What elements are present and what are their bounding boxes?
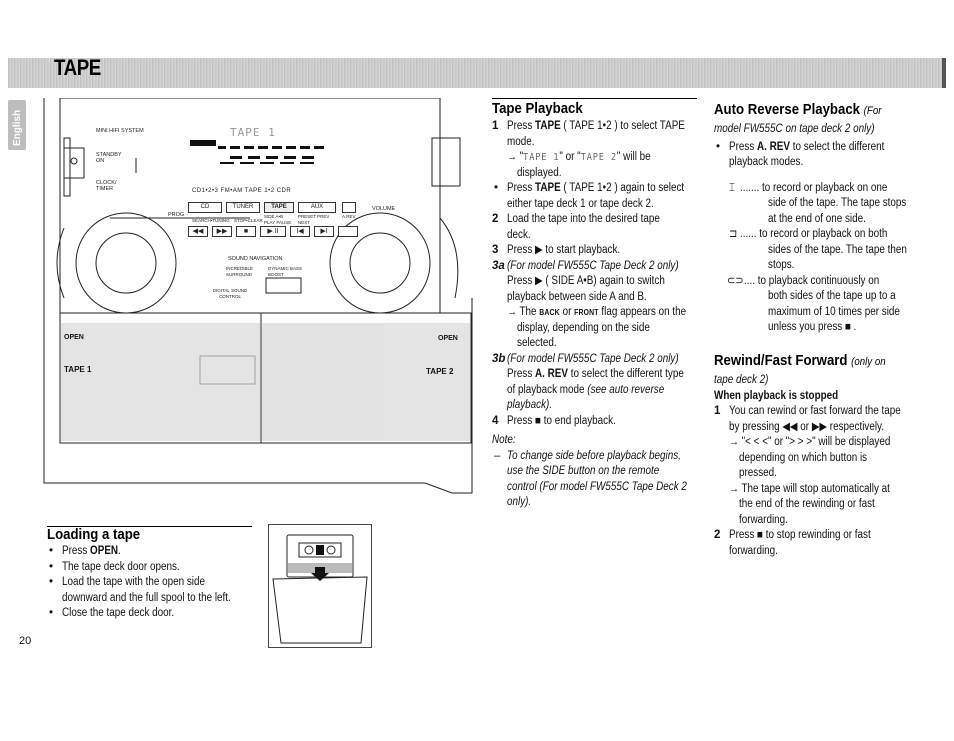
text-line: Press ▶ ( SIDE A•B) again to switch <box>507 275 665 287</box>
language-tab-label: English <box>12 109 23 146</box>
standby-label: STANDBY <box>96 152 122 158</box>
tape-playback-section <box>492 100 697 511</box>
next-button[interactable]: ▶I <box>314 226 334 237</box>
play-pause-button[interactable]: ▶ II <box>260 226 286 237</box>
text-line: • Press A. REV to select the different <box>716 140 885 153</box>
text-line: → The tape will stop automatically at <box>729 482 890 495</box>
text-line: 1 You can rewind or fast forward the tape <box>714 405 901 417</box>
text-line: playback). <box>507 399 553 411</box>
clock-timer-label: CLOCK/ TIMER <box>96 180 117 192</box>
text-line: sides of the tape. The tape then <box>768 243 907 256</box>
text-line: ⊐ ...... to record or playback on both <box>714 227 924 243</box>
text-line: • The tape deck door opens. <box>49 560 180 573</box>
aux-button[interactable]: AUX <box>298 202 336 213</box>
page-title: TAPE <box>54 55 101 80</box>
text-line: • Load the tape with the open side <box>49 576 205 588</box>
source-row-label: CD1•2•3 FM•AM TAPE 1•2 CDR <box>192 188 292 194</box>
stop-button[interactable]: ■ <box>236 226 256 237</box>
text-line: use the SIDE button on the remote <box>507 465 660 477</box>
fast-forward-button[interactable]: ▶▶ <box>212 226 232 237</box>
open-right-label: OPEN <box>438 335 458 342</box>
prog-label: PROG <box>168 212 185 218</box>
search-tuning-label: SEARCH•TUNING <box>192 218 230 223</box>
text-line: displayed. <box>517 166 562 179</box>
text-line: 2 Load the tape into the desired tape <box>492 213 660 225</box>
cassette-drawing <box>269 525 371 647</box>
text-line: only). <box>507 496 532 508</box>
tuner-button[interactable]: TUNER <box>226 202 260 213</box>
auto-reverse-section <box>714 101 924 336</box>
text-line: 3 Press ▶ to start playback. <box>492 244 621 256</box>
continuous-icon: ⊂⊃ <box>727 274 744 287</box>
title-band <box>8 55 946 88</box>
text-line: downward and the full spool to the left. <box>62 591 231 604</box>
text-line: of playback mode (see auto reverse <box>507 383 665 396</box>
text-line: selected. <box>517 337 557 349</box>
arev-button[interactable] <box>338 226 358 237</box>
loading-section <box>47 526 252 622</box>
text-line: unless you press ■ . <box>768 321 857 333</box>
volume-label: VOLUME <box>372 206 396 212</box>
text-line: stops. <box>768 259 795 271</box>
device-outline <box>40 98 480 498</box>
tape-playback-heading: Tape Playback <box>492 100 583 117</box>
text-line: deck. <box>507 228 531 241</box>
dsc-label: DIGITAL SOUND CONTROL <box>212 288 248 299</box>
text-line: • Close the tape deck door. <box>49 607 175 619</box>
text-line: control (For model FW555C Tape Deck 2 <box>507 480 687 493</box>
rewind-button[interactable]: ◀◀ <box>188 226 208 237</box>
open-left-label: OPEN <box>64 334 84 341</box>
text-line: forwarding. <box>729 544 778 557</box>
text-line: 4 Press ■ to end playback. <box>492 414 616 427</box>
page-number: 20 <box>19 635 32 647</box>
cdr-button[interactable] <box>342 202 356 213</box>
text-line: • Press TAPE ( TAPE 1•2 ) again to select <box>494 182 685 194</box>
rewind-section <box>714 352 924 559</box>
rewind-heading: Rewind/Fast Forward (only on <box>714 352 886 369</box>
text-line: playback between side A and B. <box>507 290 647 303</box>
text-line: display, depending on the side <box>517 321 650 334</box>
tape-button[interactable]: TAPE <box>264 202 294 213</box>
text-line: When playback is stopped <box>714 389 839 402</box>
text-line: model FW555C on tape deck 2 only) <box>714 123 875 135</box>
incredible-surround-label: INCREDIBLE SURROUND <box>226 266 254 277</box>
text-line: 3a (For model FW555C Tape Deck 2 only) <box>492 259 679 272</box>
text-line: by pressing ◀◀ or ▶▶ respectively. <box>729 420 885 433</box>
stop-clear-label: STOP•CLEAR <box>234 218 263 223</box>
text-line: depending on which button is <box>739 451 868 464</box>
on-label: ON <box>96 158 105 164</box>
text-line: 1 Press TAPE ( TAPE 1•2 ) to select TAPE <box>492 120 685 132</box>
loading-heading: Loading a tape <box>47 526 141 543</box>
text-line: ⊂⊃ .... to playback continuously on <box>714 274 924 290</box>
device-illustration <box>40 98 480 498</box>
text-line: – To change side before playback begins, <box>494 449 681 462</box>
cd-button[interactable]: CD <box>188 202 222 213</box>
dynamic-bass-label: DYNAMIC BASS BOOST <box>268 266 303 277</box>
text-line: forwarding. <box>739 513 788 526</box>
text-line: → The BACK or FRONT flag appears on the <box>507 306 687 318</box>
text-line: maximum of 10 times per side <box>768 305 900 318</box>
both-sides-icon: ⊐ <box>729 228 738 240</box>
sound-navigation-label: SOUND NAVIGATION <box>228 256 283 262</box>
text-line: both sides of the tape up to a <box>768 290 896 302</box>
arev-label: A.REV <box>342 214 356 219</box>
text-line: • Press OPEN. <box>49 545 121 557</box>
text-line: the end of the rewinding or fast <box>739 498 875 510</box>
text-line: either tape deck 1 or tape deck 2. <box>507 197 654 210</box>
text-line: → "< < <" or "> > >" will be displayed <box>729 436 891 448</box>
model-label: MINI HIFI SYSTEM <box>96 128 144 134</box>
device-display: TAPE 1 <box>230 126 276 139</box>
language-tab <box>8 100 26 150</box>
text-line: tape deck 2) <box>714 374 769 386</box>
text-line: side of the tape. The tape stops <box>768 197 907 209</box>
preset-label: PRESET PREV NEXT <box>298 214 330 225</box>
text-line: playback modes. <box>729 156 804 168</box>
text-line: pressed. <box>739 467 777 479</box>
auto-reverse-heading: Auto Reverse Playback (For <box>714 101 882 118</box>
text-line: at the end of one side. <box>768 212 866 225</box>
text-line: Press A. REV to select the different type <box>507 368 684 380</box>
text-line: 2 Press ■ to stop rewinding or fast <box>714 529 871 541</box>
tape2-label: TAPE 2 <box>426 367 454 376</box>
text-line: mode. <box>507 135 535 148</box>
text-line: → "TAPE 1" or "TAPE 2" will be <box>507 151 651 163</box>
text-line: 3b (For model FW555C Tape Deck 2 only) <box>492 352 679 365</box>
side-ab-label: SIDE A•B PLAY PAUSE <box>264 214 292 225</box>
prev-button[interactable]: I◀ <box>290 226 310 237</box>
tape1-label: TAPE 1 <box>64 365 92 374</box>
one-side-icon: ⌶ <box>729 181 735 194</box>
cassette-illustration <box>268 524 372 648</box>
text-line: ⌶ ....... to record or playback on one <box>714 181 924 197</box>
text-line: Note: <box>492 434 516 446</box>
